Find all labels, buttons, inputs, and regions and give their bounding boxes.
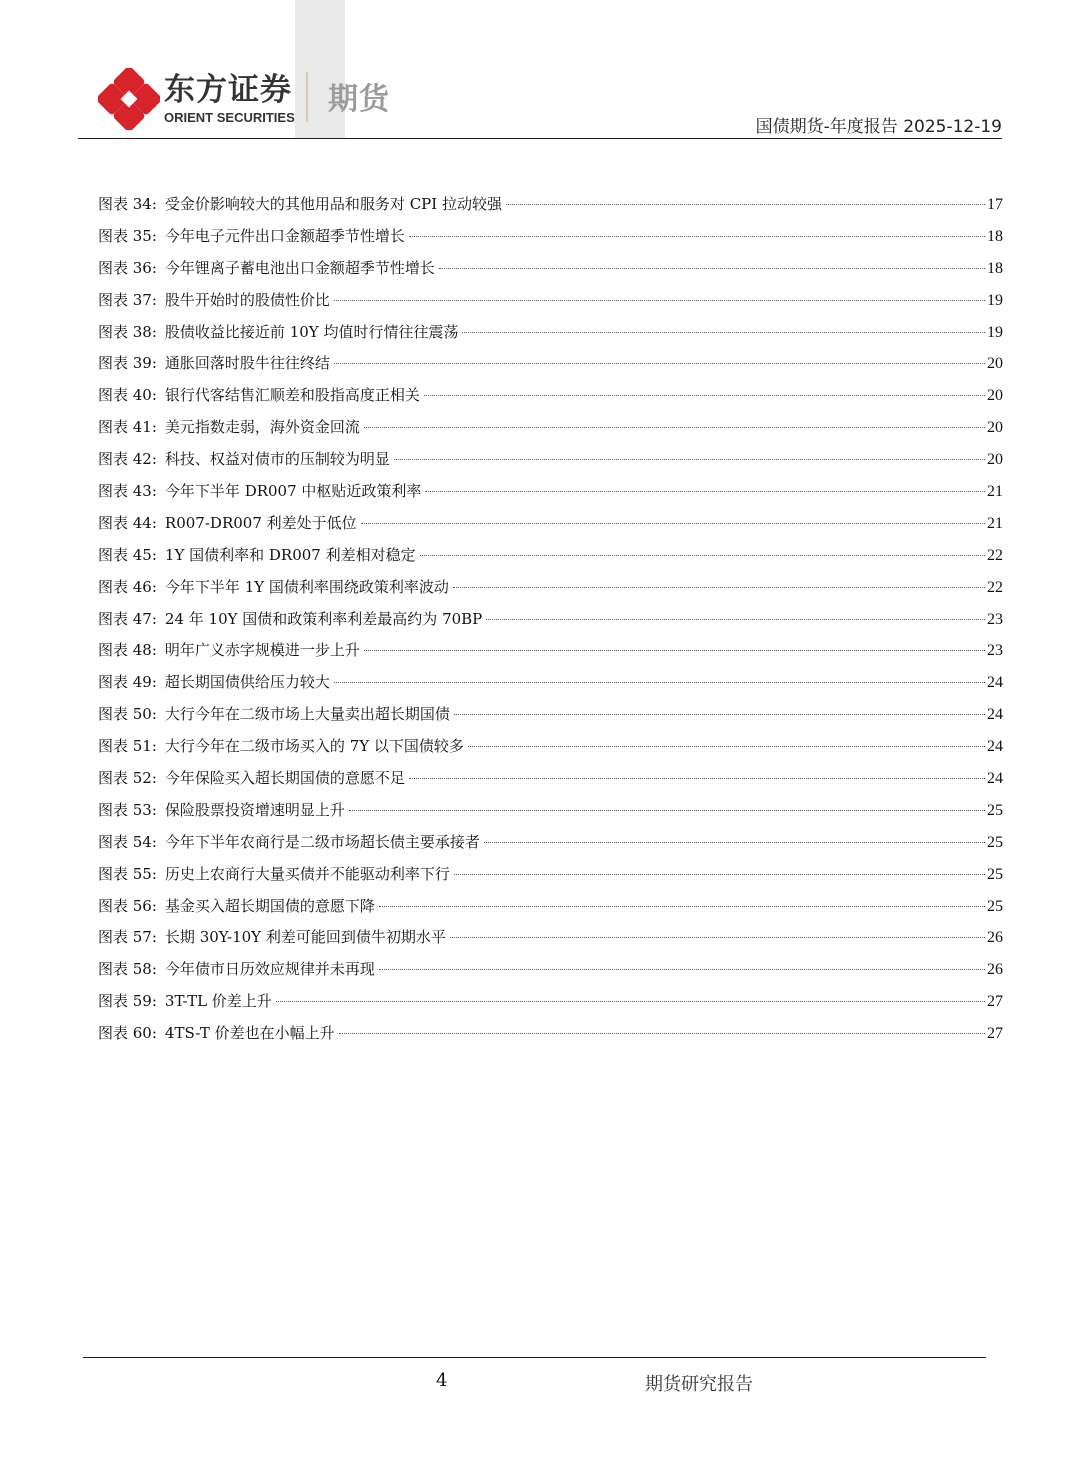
toc-entry-label: 图表 34: [98, 195, 157, 213]
toc-entry-title: 24 年 10Y 国债和政策利率利差最高约为 70BP [164, 609, 483, 628]
toc-entry-title: 今年下半年农商行是二级市场超长债主要承接者 [164, 832, 480, 851]
toc-leader-dots [425, 491, 985, 492]
toc-entry[interactable] [98, 990, 1003, 1022]
toc-leader-dots [334, 363, 985, 364]
toc-entry-page: 17 [987, 196, 1003, 213]
toc-entry[interactable] [98, 321, 1003, 353]
toc-entry-label: 图表 54: [98, 832, 157, 851]
toc-entry-page: 21 [987, 514, 1003, 532]
toc-entry-title: 长期 30Y-10Y 利差可能回到债牛初期水平 [164, 928, 446, 947]
toc-entry-page: 25 [987, 897, 1003, 915]
toc-leader-dots [439, 268, 985, 269]
toc-entry-title: 1Y 国债利率和 DR007 利差相对稳定 [164, 545, 416, 564]
toc-leader-dots [276, 1001, 985, 1002]
toc-entry-page: 20 [987, 387, 1003, 405]
toc-entry-page: 24 [987, 706, 1003, 724]
toc-entry-label: 图表 58: [98, 960, 157, 979]
toc-entry-title: 今年债市日历效应规律并未再现 [164, 960, 375, 979]
footer-text: 期货研究报告 [645, 1374, 753, 1395]
toc-entry[interactable] [98, 703, 1003, 735]
toc-entry-label: 图表 43: [98, 482, 157, 501]
toc-entry-label: 图表 55: [98, 864, 157, 883]
toc-entry[interactable] [98, 384, 1003, 416]
toc-entry-label: 图表 60: [98, 1024, 157, 1043]
toc-entry-page: 18 [987, 259, 1003, 277]
toc-entry-title: 今年下半年 DR007 中枢贴近政策利率 [164, 482, 422, 501]
toc-entry-page: 25 [987, 865, 1003, 883]
toc-leader-dots [394, 459, 985, 460]
toc-entry[interactable] [98, 608, 1003, 640]
toc-leader-dots [364, 427, 985, 428]
toc-entry-label: 图表 46: [98, 577, 157, 596]
toc-entry[interactable] [98, 926, 1003, 958]
toc-leader-dots [506, 204, 985, 205]
toc-entry-page: 19 [987, 291, 1003, 309]
toc-entry-title: 历史上农商行大量买债并不能驱动利率下行 [164, 864, 450, 883]
toc-entry[interactable] [98, 352, 1003, 384]
toc-leader-dots [420, 555, 985, 556]
toc-entry-label: 图表 59: [98, 992, 157, 1011]
toc-entry[interactable] [98, 480, 1003, 512]
toc-entry-label: 图表 39: [98, 354, 157, 373]
toc-leader-dots [486, 619, 985, 620]
toc-entry[interactable] [98, 799, 1003, 831]
toc-leader-dots [450, 937, 985, 938]
toc-entry[interactable] [98, 448, 1003, 480]
toc-entry-label: 图表 36: [98, 258, 157, 277]
toc-entry[interactable] [98, 257, 1003, 289]
toc-entry[interactable] [98, 735, 1003, 767]
toc-leader-dots [364, 650, 985, 651]
toc-entry-title: 4TS-T 价差也在小幅上升 [164, 1024, 335, 1043]
toc-entry-title: 通胀回落时股牛往往终结 [164, 354, 330, 373]
page-number: 4 [436, 1370, 448, 1391]
toc-leader-dots [424, 395, 985, 396]
toc-entry-page: 27 [987, 1025, 1003, 1043]
toc-leader-dots [409, 236, 985, 237]
toc-entry-label: 图表 35: [98, 226, 157, 245]
toc-leader-dots [334, 300, 985, 301]
toc-entry-title: 股债收益比接近前 10Y 均值时行情往往震荡 [164, 322, 459, 341]
toc-entry-label: 图表 47: [98, 609, 157, 628]
toc-entry-page: 20 [987, 355, 1003, 373]
toc-entry[interactable] [98, 1022, 1003, 1054]
toc-entry-page: 19 [987, 323, 1003, 341]
toc-leader-dots [409, 778, 985, 779]
toc-entry-label: 图表 45: [98, 545, 157, 564]
toc-entry-title: 超长期国债供给压力较大 [164, 673, 330, 692]
toc-entry-page: 24 [987, 738, 1003, 756]
brand-subtitle: 期货 [328, 82, 390, 117]
toc-entry[interactable] [98, 831, 1003, 863]
toc-leader-dots [462, 332, 985, 333]
toc-entry-label: 图表 51: [98, 737, 157, 756]
toc-leader-dots [453, 587, 985, 588]
toc-entry-page: 26 [987, 961, 1003, 979]
toc-entry-page: 26 [987, 929, 1003, 947]
toc-leader-dots [454, 874, 985, 875]
toc-entry-page: 24 [987, 770, 1003, 788]
toc-leader-dots [379, 906, 985, 907]
toc-entry[interactable] [98, 671, 1003, 703]
toc-entry-title: R007-DR007 利差处于低位 [164, 513, 357, 532]
toc-entry-label: 图表 44: [98, 513, 157, 532]
toc-leader-dots [468, 746, 985, 747]
toc-leader-dots [379, 969, 985, 970]
table-of-figures [98, 193, 1003, 1054]
toc-entry-title: 今年电子元件出口金额超季节性增长 [164, 226, 405, 245]
toc-entry[interactable] [98, 512, 1003, 544]
toc-entry[interactable] [98, 416, 1003, 448]
toc-entry[interactable] [98, 544, 1003, 576]
toc-entry-label: 图表 38: [98, 322, 157, 341]
toc-entry-label: 图表 37: [98, 290, 157, 309]
toc-entry-title: 银行代客结售汇顺差和股指高度正相关 [164, 386, 420, 405]
toc-entry[interactable] [98, 958, 1003, 990]
toc-entry[interactable] [98, 895, 1003, 927]
toc-entry-page: 18 [987, 227, 1003, 245]
toc-entry-label: 图表 41: [98, 418, 157, 437]
toc-entry-title: 科技、权益对债市的压制较为明显 [164, 450, 390, 469]
toc-entry-title: 大行今年在二级市场买入的 7Y 以下国债较多 [164, 737, 464, 756]
toc-entry[interactable] [98, 863, 1003, 895]
toc-entry[interactable] [98, 193, 1003, 225]
toc-entry-page: 21 [987, 483, 1003, 501]
toc-entry-title: 美元指数走弱，海外资金回流 [164, 418, 360, 437]
toc-entry-label: 图表 48: [98, 641, 157, 660]
toc-leader-dots [361, 523, 985, 524]
toc-leader-dots [334, 682, 985, 683]
toc-entry-title: 保险股票投资增速明显上升 [164, 800, 345, 819]
toc-entry-page: 22 [987, 578, 1003, 596]
toc-entry-label: 图表 52: [98, 769, 157, 788]
brand-divider [306, 72, 308, 122]
footer-rule [83, 1357, 986, 1358]
toc-leader-dots [484, 842, 985, 843]
toc-leader-dots [339, 1033, 985, 1034]
toc-entry-label: 图表 50: [98, 705, 157, 724]
toc-entry-label: 图表 49: [98, 673, 157, 692]
toc-entry-page: 24 [987, 674, 1003, 692]
toc-entry-page: 20 [987, 451, 1003, 469]
toc-leader-dots [454, 714, 985, 715]
toc-entry-title: 大行今年在二级市场上大量卖出超长期国债 [164, 705, 450, 724]
header-rule [78, 138, 1002, 139]
toc-entry-page: 22 [987, 546, 1003, 564]
toc-entry[interactable] [98, 767, 1003, 799]
toc-entry-title: 今年下半年 1Y 国债利率围绕政策利率波动 [164, 577, 449, 596]
toc-entry[interactable] [98, 639, 1003, 671]
toc-entry-title: 受金价影响较大的其他用品和服务对 CPI 拉动较强 [164, 195, 502, 213]
toc-entry-label: 图表 40: [98, 386, 157, 405]
brand-block [164, 72, 295, 126]
toc-entry-page: 20 [987, 419, 1003, 437]
toc-entry-page: 23 [987, 610, 1003, 628]
toc-entry-label: 图表 53: [98, 800, 157, 819]
toc-entry-title: 基金买入超长期国债的意愿下降 [164, 896, 375, 915]
toc-entry-title: 今年保险买入超长期国债的意愿不足 [164, 769, 405, 788]
toc-entry-page: 25 [987, 801, 1003, 819]
toc-entry-title: 今年锂离子蓄电池出口金额超季节性增长 [164, 258, 435, 277]
brand-name-cn: 东方证券 [164, 72, 292, 108]
toc-entry-page: 25 [987, 833, 1003, 851]
toc-entry-label: 图表 57: [98, 928, 157, 947]
toc-leader-dots [349, 810, 985, 811]
toc-entry[interactable] [98, 576, 1003, 608]
orient-securities-logo-icon [98, 68, 160, 130]
toc-entry-label: 图表 42: [98, 450, 157, 469]
toc-entry[interactable] [98, 225, 1003, 257]
toc-entry[interactable] [98, 289, 1003, 321]
toc-entry-page: 23 [987, 642, 1003, 660]
toc-entry-title: 3T-TL 价差上升 [164, 992, 272, 1011]
toc-entry-title: 股牛开始时的股债性价比 [164, 290, 330, 309]
brand-name-en: ORIENT SECURITIES [164, 110, 295, 125]
toc-entry-page: 27 [987, 993, 1003, 1011]
toc-entry-title: 明年广义赤字规模进一步上升 [164, 641, 360, 660]
toc-entry-label: 图表 56: [98, 896, 157, 915]
report-title: 国债期货-年度报告 2025-12-19 [755, 117, 1002, 137]
